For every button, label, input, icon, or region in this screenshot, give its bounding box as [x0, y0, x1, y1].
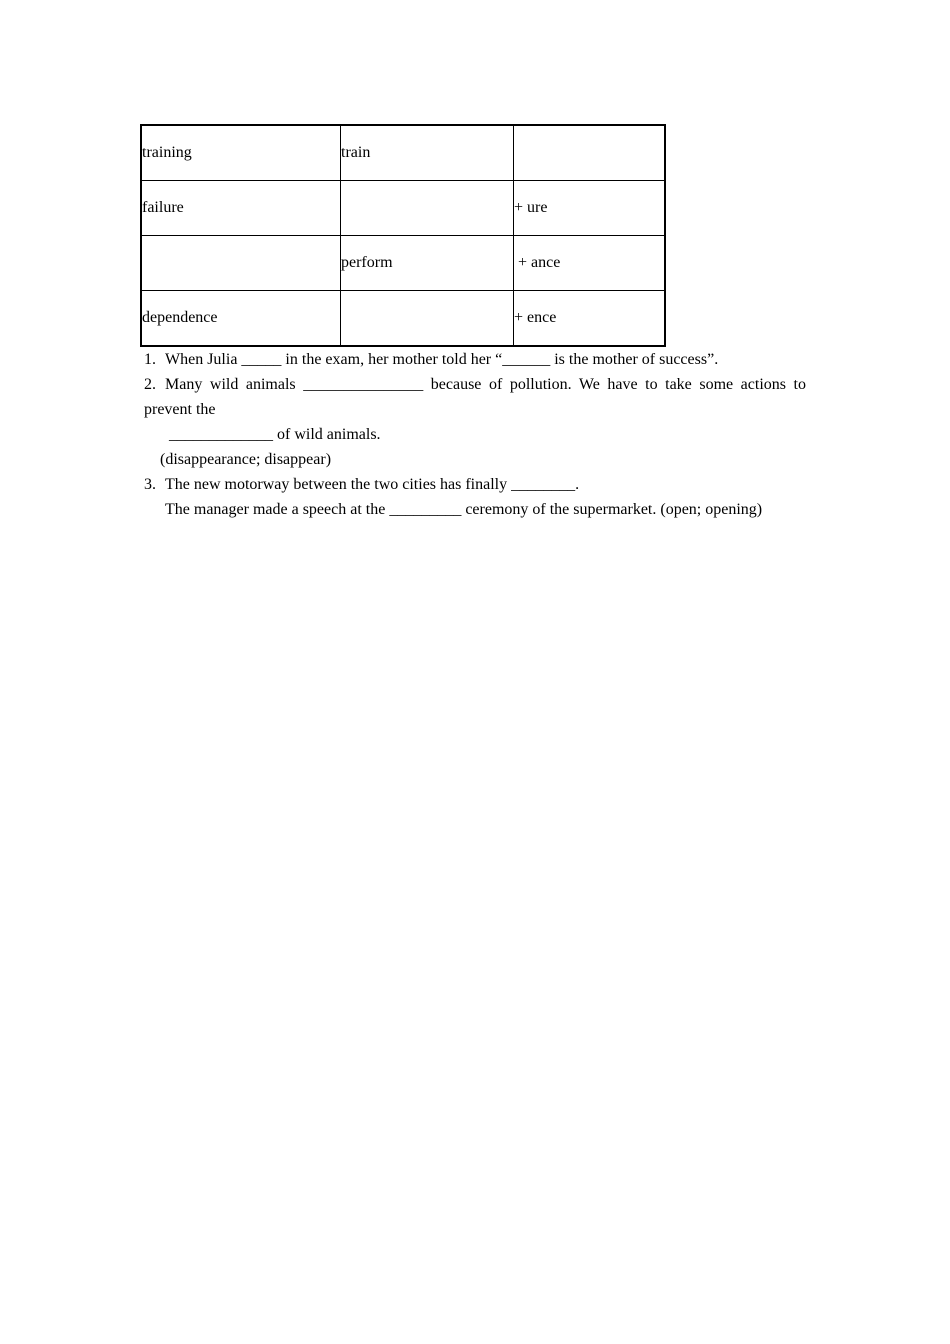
- table-cell: dependence: [141, 291, 341, 347]
- exercise-text: Many wild animals _______________ because of pollution. We have to take some actions to: [165, 376, 806, 393]
- table-cell: [141, 236, 341, 291]
- exercise-2-hint: (disappearance; disappear): [160, 451, 332, 468]
- table-row: [141, 125, 665, 181]
- table-cell: + ance: [514, 236, 666, 291]
- table-cell: + ence: [514, 291, 666, 347]
- exercise-number: 2.: [144, 376, 156, 393]
- exercise-1: [144, 347, 806, 372]
- exercise-text: The new motorway between the two cities has finally ________.: [165, 476, 580, 493]
- table-cell: [514, 125, 666, 181]
- exercise-number: 1.: [144, 351, 156, 368]
- exercise-3: [144, 472, 806, 497]
- table-cell: failure: [141, 181, 341, 236]
- word-formation-table: [140, 124, 666, 347]
- table-cell: perform: [341, 236, 514, 291]
- exercise-number: 3.: [144, 476, 156, 493]
- exercise-2-line-1: [144, 372, 806, 397]
- table-row: [141, 291, 665, 347]
- table-row: [141, 181, 665, 236]
- table-cell: training: [141, 125, 341, 181]
- exercise-3-line-2: The manager made a speech at the _________ ceremony of the supermarket. (open; opening): [165, 501, 763, 518]
- table-cell: [341, 291, 514, 347]
- exercise-text: When Julia _____ in the exam, her mother told her “______ is the mother of success”.: [165, 351, 719, 368]
- table-cell: train: [341, 125, 514, 181]
- exercise-2-line-3: _____________ of wild animals.: [169, 426, 381, 443]
- table-cell: + ure: [514, 181, 666, 236]
- table-row: [141, 236, 665, 291]
- table-cell: [341, 181, 514, 236]
- exercise-2-line-2: prevent the: [144, 401, 216, 418]
- exercise-list: [144, 347, 806, 522]
